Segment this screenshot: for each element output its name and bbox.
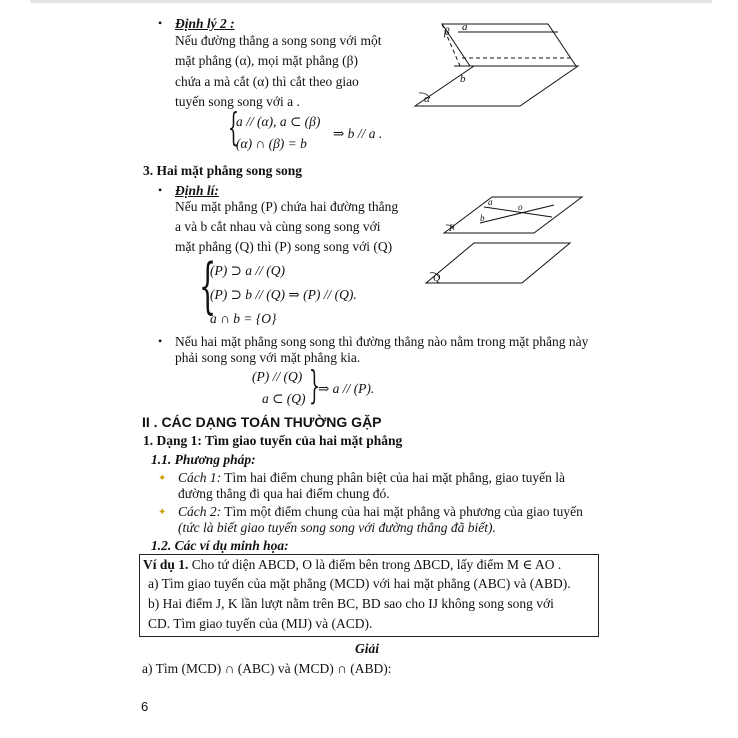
section3-system-line3: a ∩ b = {O}	[210, 311, 277, 326]
theorem2-line3: chứa a mà cắt (α) thì cắt theo giao	[175, 74, 359, 89]
theorem2-line4: tuyến song song với a .	[175, 94, 300, 109]
system-brace-right: }	[309, 363, 320, 407]
fig2-o-label: o	[518, 202, 523, 212]
section3-theorem-title: Định lí:	[175, 183, 219, 198]
part2-type1: 1. Dạng 1: Tìm giao tuyến của hai mặt phẳng	[143, 433, 403, 448]
section3-system-line1: (P) ⊃ a // (Q)	[210, 263, 286, 278]
diamond-bullet-icon: ✦	[158, 473, 167, 484]
way2-line2: (tức là biết giao tuyến song song với đường thẳng đã biết).	[178, 520, 496, 535]
fig1-beta-label: β	[444, 26, 450, 38]
section3-line1: Nếu mặt phẳng (P) chứa hai đường thẳng	[175, 199, 399, 214]
example1-line3: b) Hai điểm J, K lần lượt nằm trên BC, BD sao cho IJ không song song với	[148, 596, 554, 611]
page-number: 6	[141, 699, 149, 714]
part2-examples-title: 1.2. Các ví dụ minh họa:	[151, 538, 289, 553]
solution-line1: a) Tìm (MCD) ∩ (ABC) và (MCD) ∩ (ABD):	[142, 661, 392, 676]
bullet-icon: •	[158, 334, 163, 348]
system-brace: {	[228, 105, 239, 149]
bullet-icon: •	[158, 183, 163, 197]
corollary-line1: Nếu hai mặt phẳng song song thì đường thẳng nào nằm trong mặt phẳng này	[175, 334, 589, 349]
figure-parallel-planes	[424, 193, 584, 285]
fig2-a-label: a	[488, 197, 493, 207]
theorem2-title: Định lý 2 :	[175, 16, 235, 31]
theorem2-system-line2: (α) ∩ (β) = b	[236, 136, 307, 151]
part2-title: II . CÁC DẠNG TOÁN THƯỜNG GẶP	[142, 414, 382, 430]
diamond-bullet-icon: ✦	[158, 507, 167, 518]
corollary-line2: phải song song với mặt phẳng kia.	[175, 350, 361, 365]
theorem2-system-line1: a // (α), a ⊂ (β)	[236, 114, 321, 129]
way1-line1: Cách 1: Tìm hai điểm chung phân biệt của hai mặt phẳng, giao tuyến là	[178, 470, 566, 485]
example1-line2: a) Tìm giao tuyến của mặt phẳng (MCD) với hai mặt phẳng (ABC) và (ABD).	[148, 576, 571, 591]
section3-system-line2: (P) ⊃ b // (Q) ⇒ (P) // (Q).	[210, 287, 357, 302]
part2-method-title: 1.1. Phương pháp:	[151, 452, 256, 467]
bullet-icon: •	[158, 16, 163, 30]
fig2-q-label: Q	[433, 273, 441, 284]
fig1-b-label: b	[460, 73, 466, 85]
theorem2-line1: Nếu đường thẳng a song song với một	[175, 33, 382, 48]
corollary-system-line1: (P) // (Q)	[252, 369, 303, 384]
top-border	[30, 0, 712, 3]
way1-line2: đường thẳng đi qua hai điểm chung đó.	[178, 486, 390, 501]
example1-line1: Ví dụ 1. Cho tứ diện ABCD, O là điểm bên trong ΔBCD, lấy điểm M ∈ AO .	[143, 557, 562, 572]
corollary-system-result: ⇒ a // (P).	[318, 381, 375, 396]
system-brace: {	[199, 251, 217, 321]
corollary-system-line2: a ⊂ (Q)	[262, 391, 306, 406]
section3-line2: a và b cắt nhau và cùng song song với	[175, 219, 381, 234]
solution-title: Giải	[355, 641, 380, 656]
figure-plane-alpha-beta	[410, 20, 580, 110]
fig2-p-label: P	[449, 223, 455, 233]
theorem2-system-result: ⇒ b // a .	[333, 126, 383, 141]
fig1-a-label: a	[462, 21, 468, 33]
section3-title: 3. Hai mặt phẳng song song	[143, 163, 303, 178]
example1-line4: CD. Tìm giao tuyến của (MIJ) và (ACD).	[148, 616, 373, 631]
fig2-b-label: b	[480, 213, 485, 223]
section3-line3: mặt phẳng (Q) thì (P) song song với (Q)	[175, 239, 393, 254]
fig1-alpha-label: α	[424, 93, 430, 105]
way2-line1: Cách 2: Tìm một điểm chung của hai mặt phẳng và phương của giao tuyến	[178, 504, 583, 519]
theorem2-line2: mặt phẳng (α), mọi mặt phẳng (β)	[175, 53, 359, 68]
